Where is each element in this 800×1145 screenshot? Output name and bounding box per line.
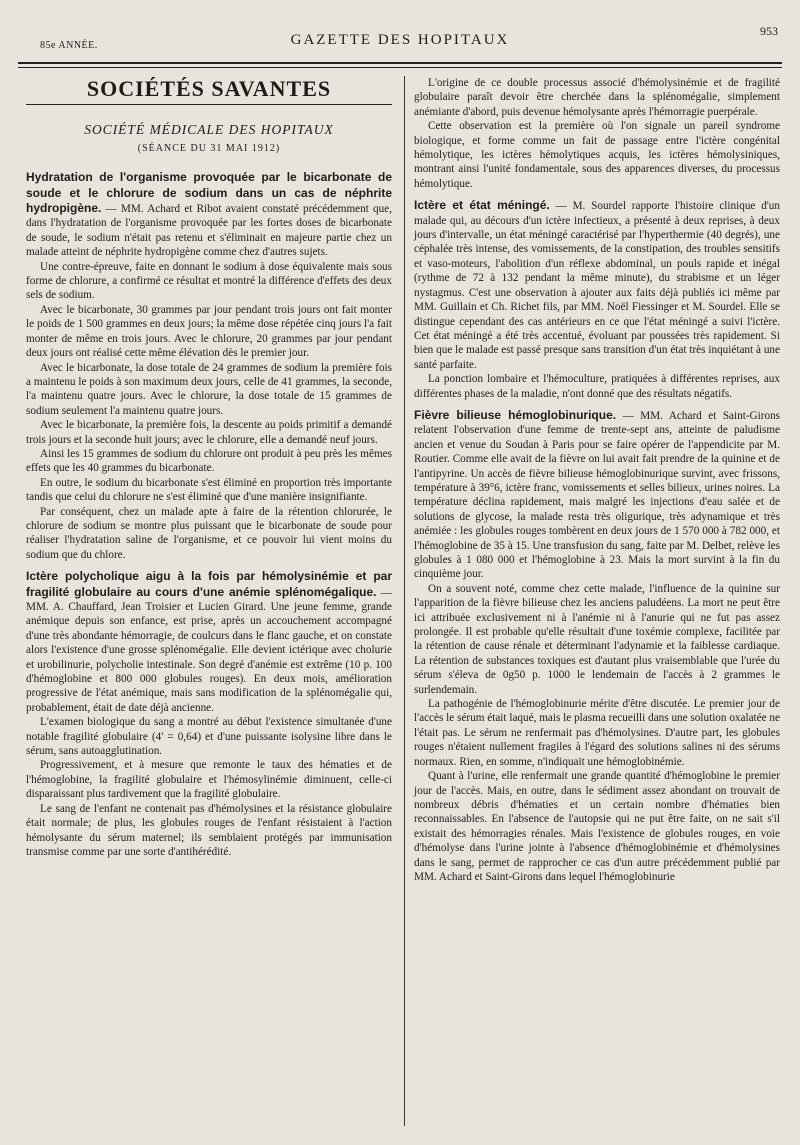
right-column <box>414 76 780 884</box>
paragraph: Progressivement, et à mesure que remonte le taux des hématies et de l'hémoglobine, la fragilité globulaire et l'hémosylinémie diminuent, celle-ci disparaissant plus tardivement que la fragilité globulaire. <box>26 759 392 801</box>
newspaper-page <box>18 18 782 1128</box>
article-fievre-bilieuse <box>414 408 780 884</box>
article-lead-text: — MM. Achard et Ribot avaient constaté précédemment que, dans l'hydratation de l'organisme provoquée par les fortes doses de bicarbonate de soude, le sodium n'était pas retenu et s'éliminait en majeure partie chez un malade atteint de néphrite hydropigène comme chez d'autres sujets. <box>26 203 392 259</box>
society-title: SOCIÉTÉ MÉDICALE DES HOPITAUX <box>84 122 334 138</box>
section-title: SOCIÉTÉS SAVANTES <box>26 82 392 105</box>
article-lead <box>26 170 392 259</box>
paragraph: La pathogénie de l'hémoglobinurie mérite d'être discutée. Le premier jour de l'accès le sérum était laqué, mais le plasma recueilli dans une solution oxalatée ne l'était pas. Le sérum ne renfermait pas d'hémolysines. D'autre part, les globules rouges n'étaient nullement fragiles à l'égard des solutions salines ni des sérums normaux. Rien, en somme, n'indiquait une hémoglobinémie. <box>414 698 780 768</box>
article-heading: Fièvre bilieuse hémoglobinurique. <box>414 407 617 422</box>
paragraph: Le sang de l'enfant ne contenait pas d'hémolysines et la résistance globulaire était normale; de plus, les globules rouges de l'enfant résistaient à l'action hémolysante du sérum maternel; ils semblaient protégés par immunisation transmise comme par une sorte d'antihérédité. <box>26 802 392 858</box>
paragraph: Cette observation est la première où l'on signale un pareil syndrome biologique, et forme comme un fait de passage entre l'ictère congénital hémolytique, les ictères hémolytiques acquis, les ictères hémolysiniques, montrant ainsi l'unité fondamentale, sous des apparences diverses, du processus hémolytique. <box>414 120 780 190</box>
paragraph: Ainsi les 15 grammes de sodium du chlorure ont produit à peu près les mêmes effets que les 40 grammes du bicarbonate. <box>26 447 392 475</box>
paragraph: Avec le bicarbonate, 30 grammes par jour pendant trois jours ont fait monter le poids de 1 500 grammes en deux jours; la même dose répétée cinq jours l'a fait monter de même en trois jours. Avec le chlorure, 20 grammes par jour pendant deux jours ont réalisé cette même élévation dès le premier jour. <box>26 303 392 360</box>
paragraph: L'origine de ce double processus associé d'hémolysinémie et de fragilité globulaire paraît devoir être cherchée dans la splénomégalie, simplement anémiante d'abord, puis devenue hémolysante après l'hémorragie puerpérale. <box>414 77 780 118</box>
paragraph: Quant à l'urine, elle renfermait une grande quantité d'hémoglobine le premier jour de l'accès. Mais, en outre, dans le sédiment assez abondant on trouvait de nombreux débris d'hématies et un certain nombre d'hématies bien reconnaissables. En l'absence de l'autopsie qui ne put être faite, on ne sait s'il existait des hémorragies rénales. Mais l'existence de globules rouges, en voie d'hémolyse dans l'urine jointe à l'absence d'hémoglobinémie et d'hémolysines dans le sang, permet de rapprocher ce cas d'un autre précédemment publié par MM. Achard et Saint-Girons dans lequel l'hémoglobinurie <box>414 770 780 883</box>
article-lead <box>414 408 780 582</box>
header-rule <box>18 62 782 64</box>
paragraph: On a souvent noté, comme chez cette malade, l'influence de la quinine sur l'apparition de la fièvre bilieuse chez les anciens paludéens. La mort ne peut être ici attribuée exclusivement ni à l'anémie ni à l'anurie qui ne fut pas assez prolongée. Il est probable qu'elle résultait d'une toxémie complexe, facilitée par la rétention de cause rénale et déterminant l'adynamie et la faiblesse cardiaque. La rétention de substances toxiques est d'autant plus vraisemblable que l'urée du sérum s'éleva de 0g50 p. 1000 le lendemain de l'accès à 2 grammes le surlendemain. <box>414 582 780 696</box>
journal-title: GAZETTE DES HOPITAUX <box>290 32 510 48</box>
paragraph: L'examen biologique du sang a montré au début l'existence simultanée d'une notable fragilité globulaire (4' = 0,64) et d'une puissante isolysine libre dans le sérum, sans autoagglutination. <box>26 716 392 758</box>
article-ictere-meninge <box>414 198 780 401</box>
article-lead-text: — MM. A. Chauffard, Jean Troisier et Lucien Girard. Une jeune femme, grande anémique depuis son enfance, est prise, après un accouchement accompagné d'une très abondante hémorragie, de coulcurs dans le flanc gauche, et on constate alors l'existence d'une grosse splénomégalie. Elle devient ictérique avec cholurie et urobilinurie, polycholie intestinale. Son degré d'anémie est extrême (10 p. 100 d'hémoglobine et 800 000 globules rouges). En deux mois, amélioration progressive de l'état anémique, mais sans modification de la splénomégalie qui, probablement, était de date déjà ancienne. <box>26 586 392 714</box>
article-lead-text: — M. Sourdel rapporte l'histoire clinique d'un malade qui, au décours d'un ictère infectieux, a présenté à deux reprises, à deux jours d'intervalle, un état méningé caractérisé par l'hyperthermie (40 degrés), une céphalée très intense, des vomissements, de la constipation, des troubles sensitifs et vaso-moteurs, l'abolition d'un réflexe abdominal, un pouls rapide et inégal (rythme de 72 à 132 pendant la même minute), du strabisme et un léger nystagmus. C'est une observation à ajouter aux faits déjà publiés ici même par MM. Guillain et Ch. Richet fils, par MM. Noël Fiessinger et M. Sourdel. Elle se distingue cependant des cas antérieurs en ce que l'état méningé a suivi l'ictère. Cet état méningé a été très accentué, évoluant par poussées très rapidement. Si bien que le malade est passé presque sans transition d'un état très inquiétant à une santé parfaite. <box>414 200 780 371</box>
article-ictere-polycholique <box>26 569 392 859</box>
article-hydratation <box>26 170 392 562</box>
article-lead <box>26 569 392 715</box>
article-ictere-polycholique-continued <box>414 76 780 191</box>
paragraph: Avec le bicarbonate, la dose totale de 24 grammes de sodium la première fois a maintenu le poids à son maximum deux jours, celle de 41 grammes, la seconde, l'a maintenu quatre jours. Avec le chlorure, la dose totale de 15 grammes de sodium seulement l'a maintenu quatre jours. <box>26 361 392 417</box>
page-header <box>18 18 782 64</box>
column-divider <box>404 76 405 1126</box>
article-heading: Hydratation de l'organisme provoquée par le bicarbonate de soude et le chlorure de sodium dans un cas de néphrite hydropigène. <box>26 170 392 216</box>
issue-label: 85e ANNÉE. <box>40 40 98 51</box>
paragraph: Une contre-épreuve, faite en donnant le sodium à dose équivalente mais sous forme de chlorure, a confirmé ce résultat et montré la différence d'effets des deux sels de sodium. <box>26 260 392 302</box>
paragraph: La ponction lombaire et l'hémoculture, pratiquées à différentes reprises, aux différentes phases de la maladie, n'ont donné que des résultats négatifs. <box>414 373 780 400</box>
session-date: (SÉANCE DU 31 MAI 1912) <box>137 142 281 154</box>
header-rule-thin <box>18 67 782 68</box>
paragraph: Par conséquent, chez un malade apte à faire de la rétention chlorurée, le chlorure de sodium se montre plus puissant que le bicarbonate de soude pour réaliser l'hydratation saline de l'organisme, et ce pouvoir lui vient moins du sodium que du chlore. <box>26 505 392 561</box>
article-lead <box>414 198 780 372</box>
article-heading: Ictère polycholique aigu à la fois par hémolysinémie et par fragilité globulaire au cours d'une anémie splénomégalique. <box>26 569 392 599</box>
article-heading: Ictère et état méningé. <box>414 198 550 213</box>
paragraph: En outre, le sodium du bicarbonate s'est éliminé en proportion très importante tandis que celui du chlorure ne s'est éliminé que d'une manière insignifiante. <box>26 476 392 504</box>
left-column <box>26 76 392 859</box>
paragraph: Avec le bicarbonate, la première fois, la descente au poids primitif a demandé trois jours et la seconde huit jours; avec le chlorure, elle a demandé neuf jours. <box>26 419 392 446</box>
article-lead-text: — MM. Achard et Saint-Girons relatent l'observation d'une femme de trente-sept ans, atteinte de paludisme ancien et venue du Soudan à Paris pour se faire opérer de l'appendicite par M. Routier. Comme elle avait de la fièvre on lui avait fait prendre de la quinine et de l'antipyrine. Un accès de fièvre bilieuse hémoglobinurique survint, avec frissons, température à 39°6, ictère franc, vomissements et selles bilieux, urines noires. La température déclina rapidement, mais malgré les injections d'eau salée et de solutions de glycose, la malade resta très oligurique, très adynamique et très anémiée : les globules rouges tombèrent en deux jours de 1 570 000 à 782 000, et l'hémoglobine de 35 à 15. Une transfusion du sang, faite par M. Delbet, relève les globules à 1 080 000 et l'hémoglobine à 23. Mais la mort survint à la fin du cinquième jour. <box>414 409 781 581</box>
page-number: 953 <box>760 24 778 38</box>
